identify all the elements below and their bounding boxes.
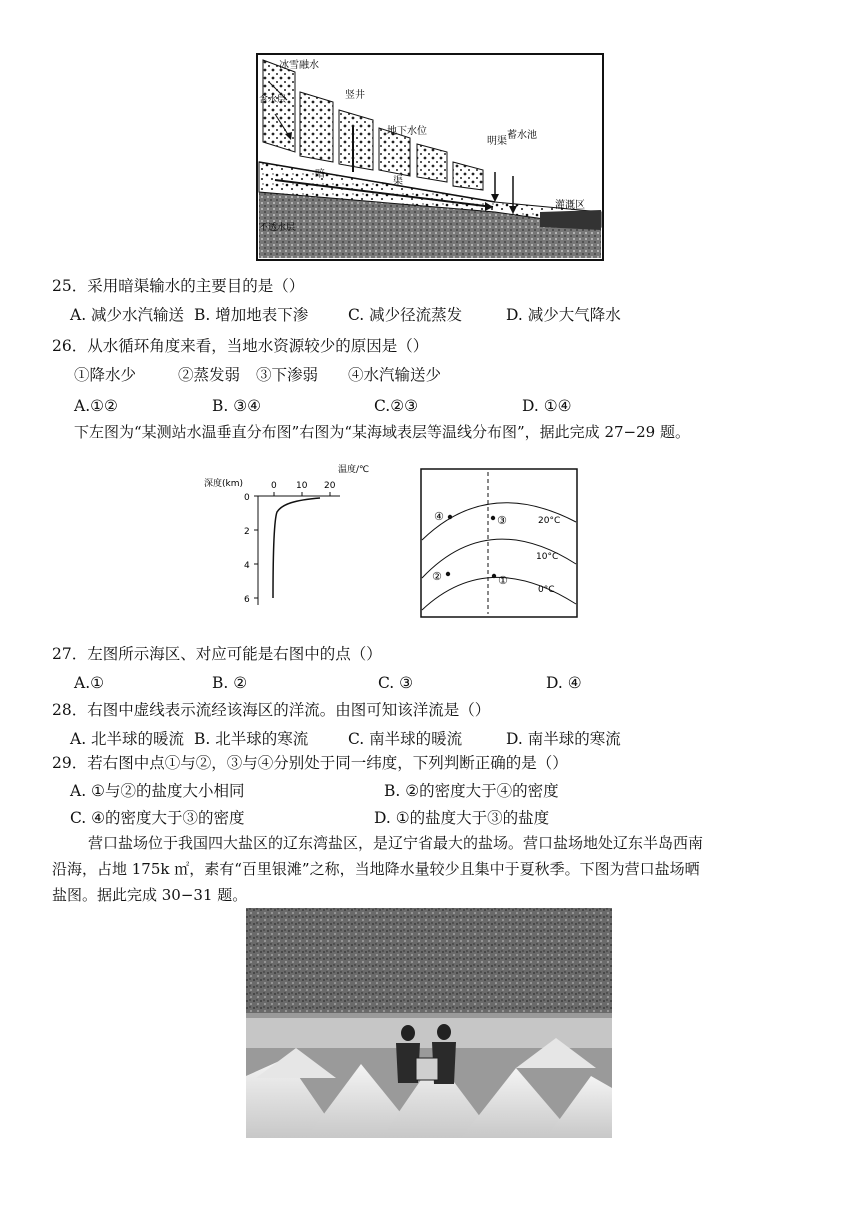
karez-diagram bbox=[255, 52, 605, 262]
label-channel-a: 暗 bbox=[315, 169, 325, 180]
salt-field-photo bbox=[246, 908, 612, 1138]
label-water-table: 地下水位 bbox=[387, 126, 427, 137]
label-10c: 10°C bbox=[536, 552, 559, 562]
q28-option-c[interactable]: C. 南半球的暖流 bbox=[348, 730, 463, 748]
q27-option-c[interactable]: C. ③ bbox=[378, 674, 414, 692]
tick-y-4: 4 bbox=[244, 561, 250, 571]
q29-option-b[interactable]: B. ②的密度大于④的密度 bbox=[384, 782, 559, 800]
q29-stem: 29．若右图中点①与②，③与④分别处于同一纬度，下列判断正确的是（） bbox=[52, 754, 568, 772]
tick-x-0: 0 bbox=[271, 481, 277, 491]
q26-stem: 26．从水循环角度来看，当地水资源较少的原因是（） bbox=[52, 337, 429, 355]
q26-option-c[interactable]: C.②③ bbox=[374, 397, 419, 415]
tick-y-0: 0 bbox=[244, 493, 250, 503]
point-3: ③ bbox=[497, 514, 507, 527]
q28-option-b[interactable]: B. 北半球的寒流 bbox=[194, 730, 309, 748]
q25-option-a[interactable]: A. 减少水汽输送 bbox=[70, 306, 185, 324]
point-1: ① bbox=[498, 574, 508, 587]
tick-x-20: 20 bbox=[324, 481, 336, 491]
intro-27-29: 下左图为“某测站水温垂直分布图”右图为“某海域表层等温线分布图”，据此完成 27−29 题。 bbox=[74, 423, 690, 441]
q26-item-1: ①降水少 bbox=[74, 366, 137, 384]
tick-y-2: 2 bbox=[244, 527, 250, 537]
label-reservoir: 蓄水池 bbox=[507, 130, 537, 141]
isotherm-map bbox=[420, 468, 580, 620]
label-shaft: 竖井 bbox=[345, 90, 365, 101]
q25-option-b[interactable]: B. 增加地表下渗 bbox=[194, 306, 309, 324]
temperature-depth-chart bbox=[200, 460, 380, 610]
point-2: ② bbox=[432, 570, 442, 583]
q25-option-c[interactable]: C. 减少径流蒸发 bbox=[348, 306, 463, 324]
depth-axis-label: 深度(km) bbox=[204, 479, 244, 489]
q26-option-a[interactable]: A.①② bbox=[74, 397, 118, 415]
q25-option-d[interactable]: D. 减少大气降水 bbox=[506, 306, 621, 324]
q26-item-3: ③下渗弱 bbox=[256, 366, 319, 384]
q28-option-a[interactable]: A. 北半球的暖流 bbox=[70, 730, 185, 748]
q27-option-d[interactable]: D. ④ bbox=[546, 674, 582, 692]
tick-y-6: 6 bbox=[244, 595, 250, 605]
q28-option-d[interactable]: D. 南半球的寒流 bbox=[506, 730, 621, 748]
passage-line-1: 营口盐场位于我国四大盐区的辽东湾盐区，是辽宁省最大的盐场。营口盐场地处辽东半岛西南 bbox=[88, 834, 704, 852]
tick-x-10: 10 bbox=[296, 481, 308, 491]
q29-option-a[interactable]: A. ①与②的盐度大小相同 bbox=[70, 782, 245, 800]
temp-axis-label: 温度/℃ bbox=[338, 465, 370, 475]
label-channel-b: 渠 bbox=[393, 176, 403, 187]
point-4: ④ bbox=[434, 510, 444, 523]
q29-option-c[interactable]: C. ④的密度大于③的密度 bbox=[70, 809, 245, 827]
q26-item-4: ④水汽输送少 bbox=[348, 366, 442, 384]
q27-option-a[interactable]: A.① bbox=[74, 674, 105, 692]
label-20c: 20°C bbox=[538, 516, 561, 526]
q28-stem: 28．右图中虚线表示流经该海区的洋流。由图可知该洋流是（） bbox=[52, 701, 491, 719]
q26-item-2: ②蒸发弱 bbox=[178, 366, 241, 384]
q26-option-d[interactable]: D. ①④ bbox=[522, 397, 572, 415]
q27-option-b[interactable]: B. ② bbox=[212, 674, 248, 692]
q26-option-b[interactable]: B. ③④ bbox=[212, 397, 262, 415]
q29-option-d[interactable]: D. ①的盐度大于③的盐度 bbox=[374, 809, 550, 827]
label-snow-melt: 冰雪融水 bbox=[279, 60, 319, 71]
label-open-channel: 明渠 bbox=[487, 136, 507, 147]
label-impermeable: 不透水层 bbox=[259, 223, 296, 233]
q27-stem: 27．左图所示海区、对应可能是右图中的点（） bbox=[52, 645, 382, 663]
passage-line-3: 盐图。据此完成 30−31 题。 bbox=[52, 886, 248, 904]
label-aquifer: 含水层 bbox=[259, 95, 287, 105]
label-0c: 0°C bbox=[538, 585, 555, 595]
temperature-curve bbox=[273, 498, 320, 598]
label-irrigation: 灌溉区 bbox=[555, 200, 585, 211]
q25-stem: 25．采用暗渠输水的主要目的是（） bbox=[52, 277, 305, 295]
passage-line-2: 沿海，占地 175k ㎡，素有“百里银滩”之称，当地降水量较少且集中于夏秋季。下图为营口盐场晒 bbox=[52, 860, 700, 878]
